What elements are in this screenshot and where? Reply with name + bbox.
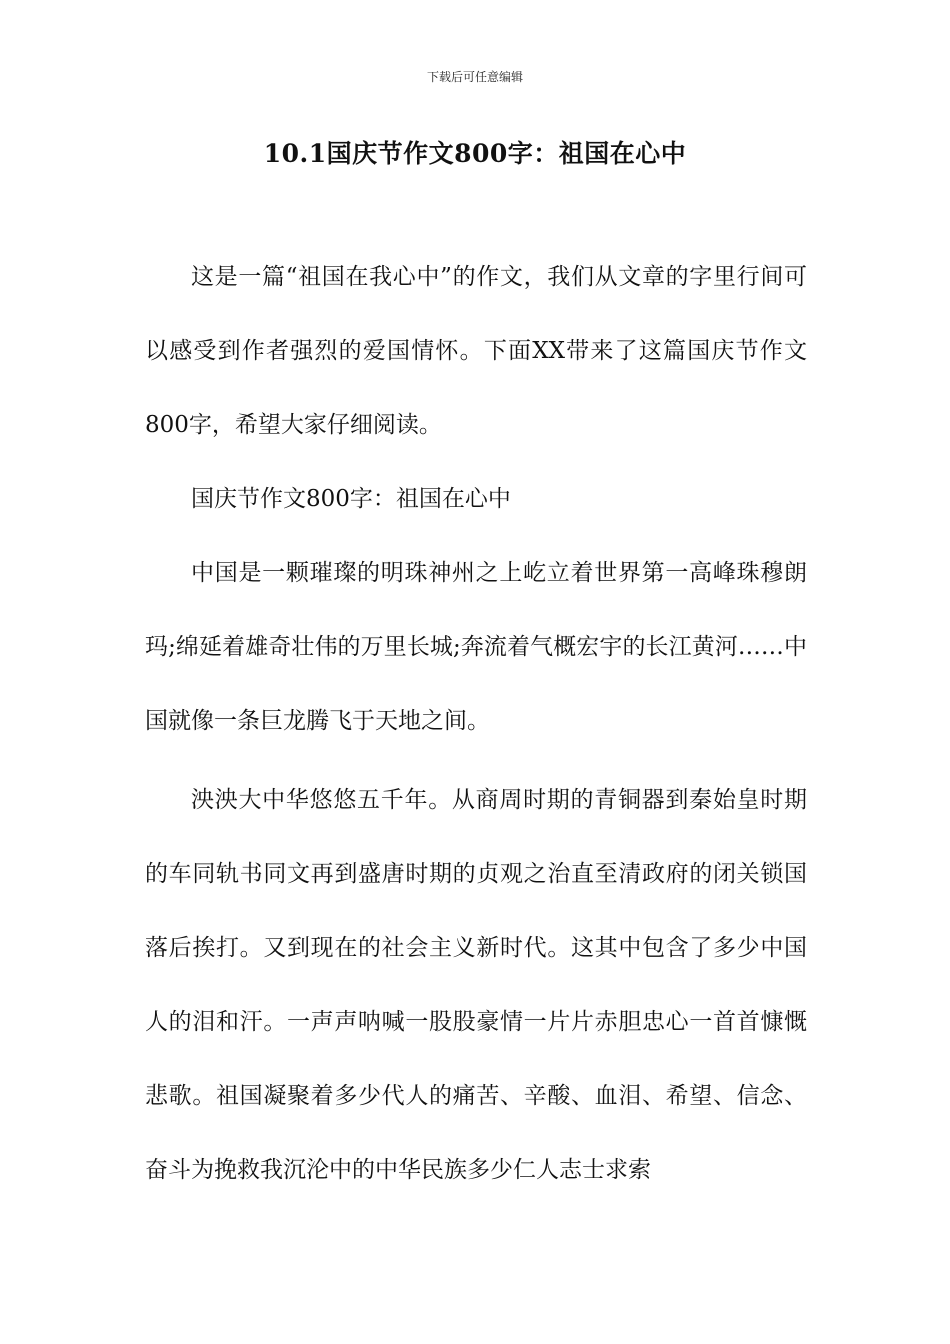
paragraph-history bbox=[145, 763, 807, 1207]
article-title: 10.1国庆节作文800字：祖国在心中 bbox=[263, 139, 687, 168]
paragraph-text: 泱泱大中华悠悠五千年。从商周时期的青铜器到秦始皇时期的车同轨书同文再到盛唐时期的贞观之治直至清政府的闭关锁国落后挨打。又到现在的社会主义新时代。这其中包含了多少中国人的泪和汗。一声声呐喊一股股豪情一片片赤胆忠心一首首慷慨悲歌。祖国凝聚着多少代人的痛苦、辛酸、血泪、希望、信念、奋斗为挽救我沉沦中的中华民族多少仁人志士求索 bbox=[145, 787, 807, 1183]
paragraph-china bbox=[145, 536, 807, 758]
paragraph-text: 国庆节作文800字：祖国在心中 bbox=[191, 486, 511, 512]
paragraph-subtitle bbox=[145, 462, 807, 536]
paragraph-intro bbox=[145, 240, 807, 462]
paragraph-text: 中国是一颗璀璨的明珠神州之上屹立着世界第一高峰珠穆朗玛;绵延着雄奇壮伟的万里长城;奔流着气概宏宇的长江黄河……中国就像一条巨龙腾飞于天地之间。 bbox=[145, 560, 807, 734]
paragraph-text: 这是一篇“祖国在我心中”的作文，我们从文章的字里行间可以感受到作者强烈的爱国情怀。下面XX带来了这篇国庆节作文800字，希望大家仔细阅读。 bbox=[145, 264, 807, 438]
header-note: 下载后可任意编辑 bbox=[426, 70, 523, 84]
